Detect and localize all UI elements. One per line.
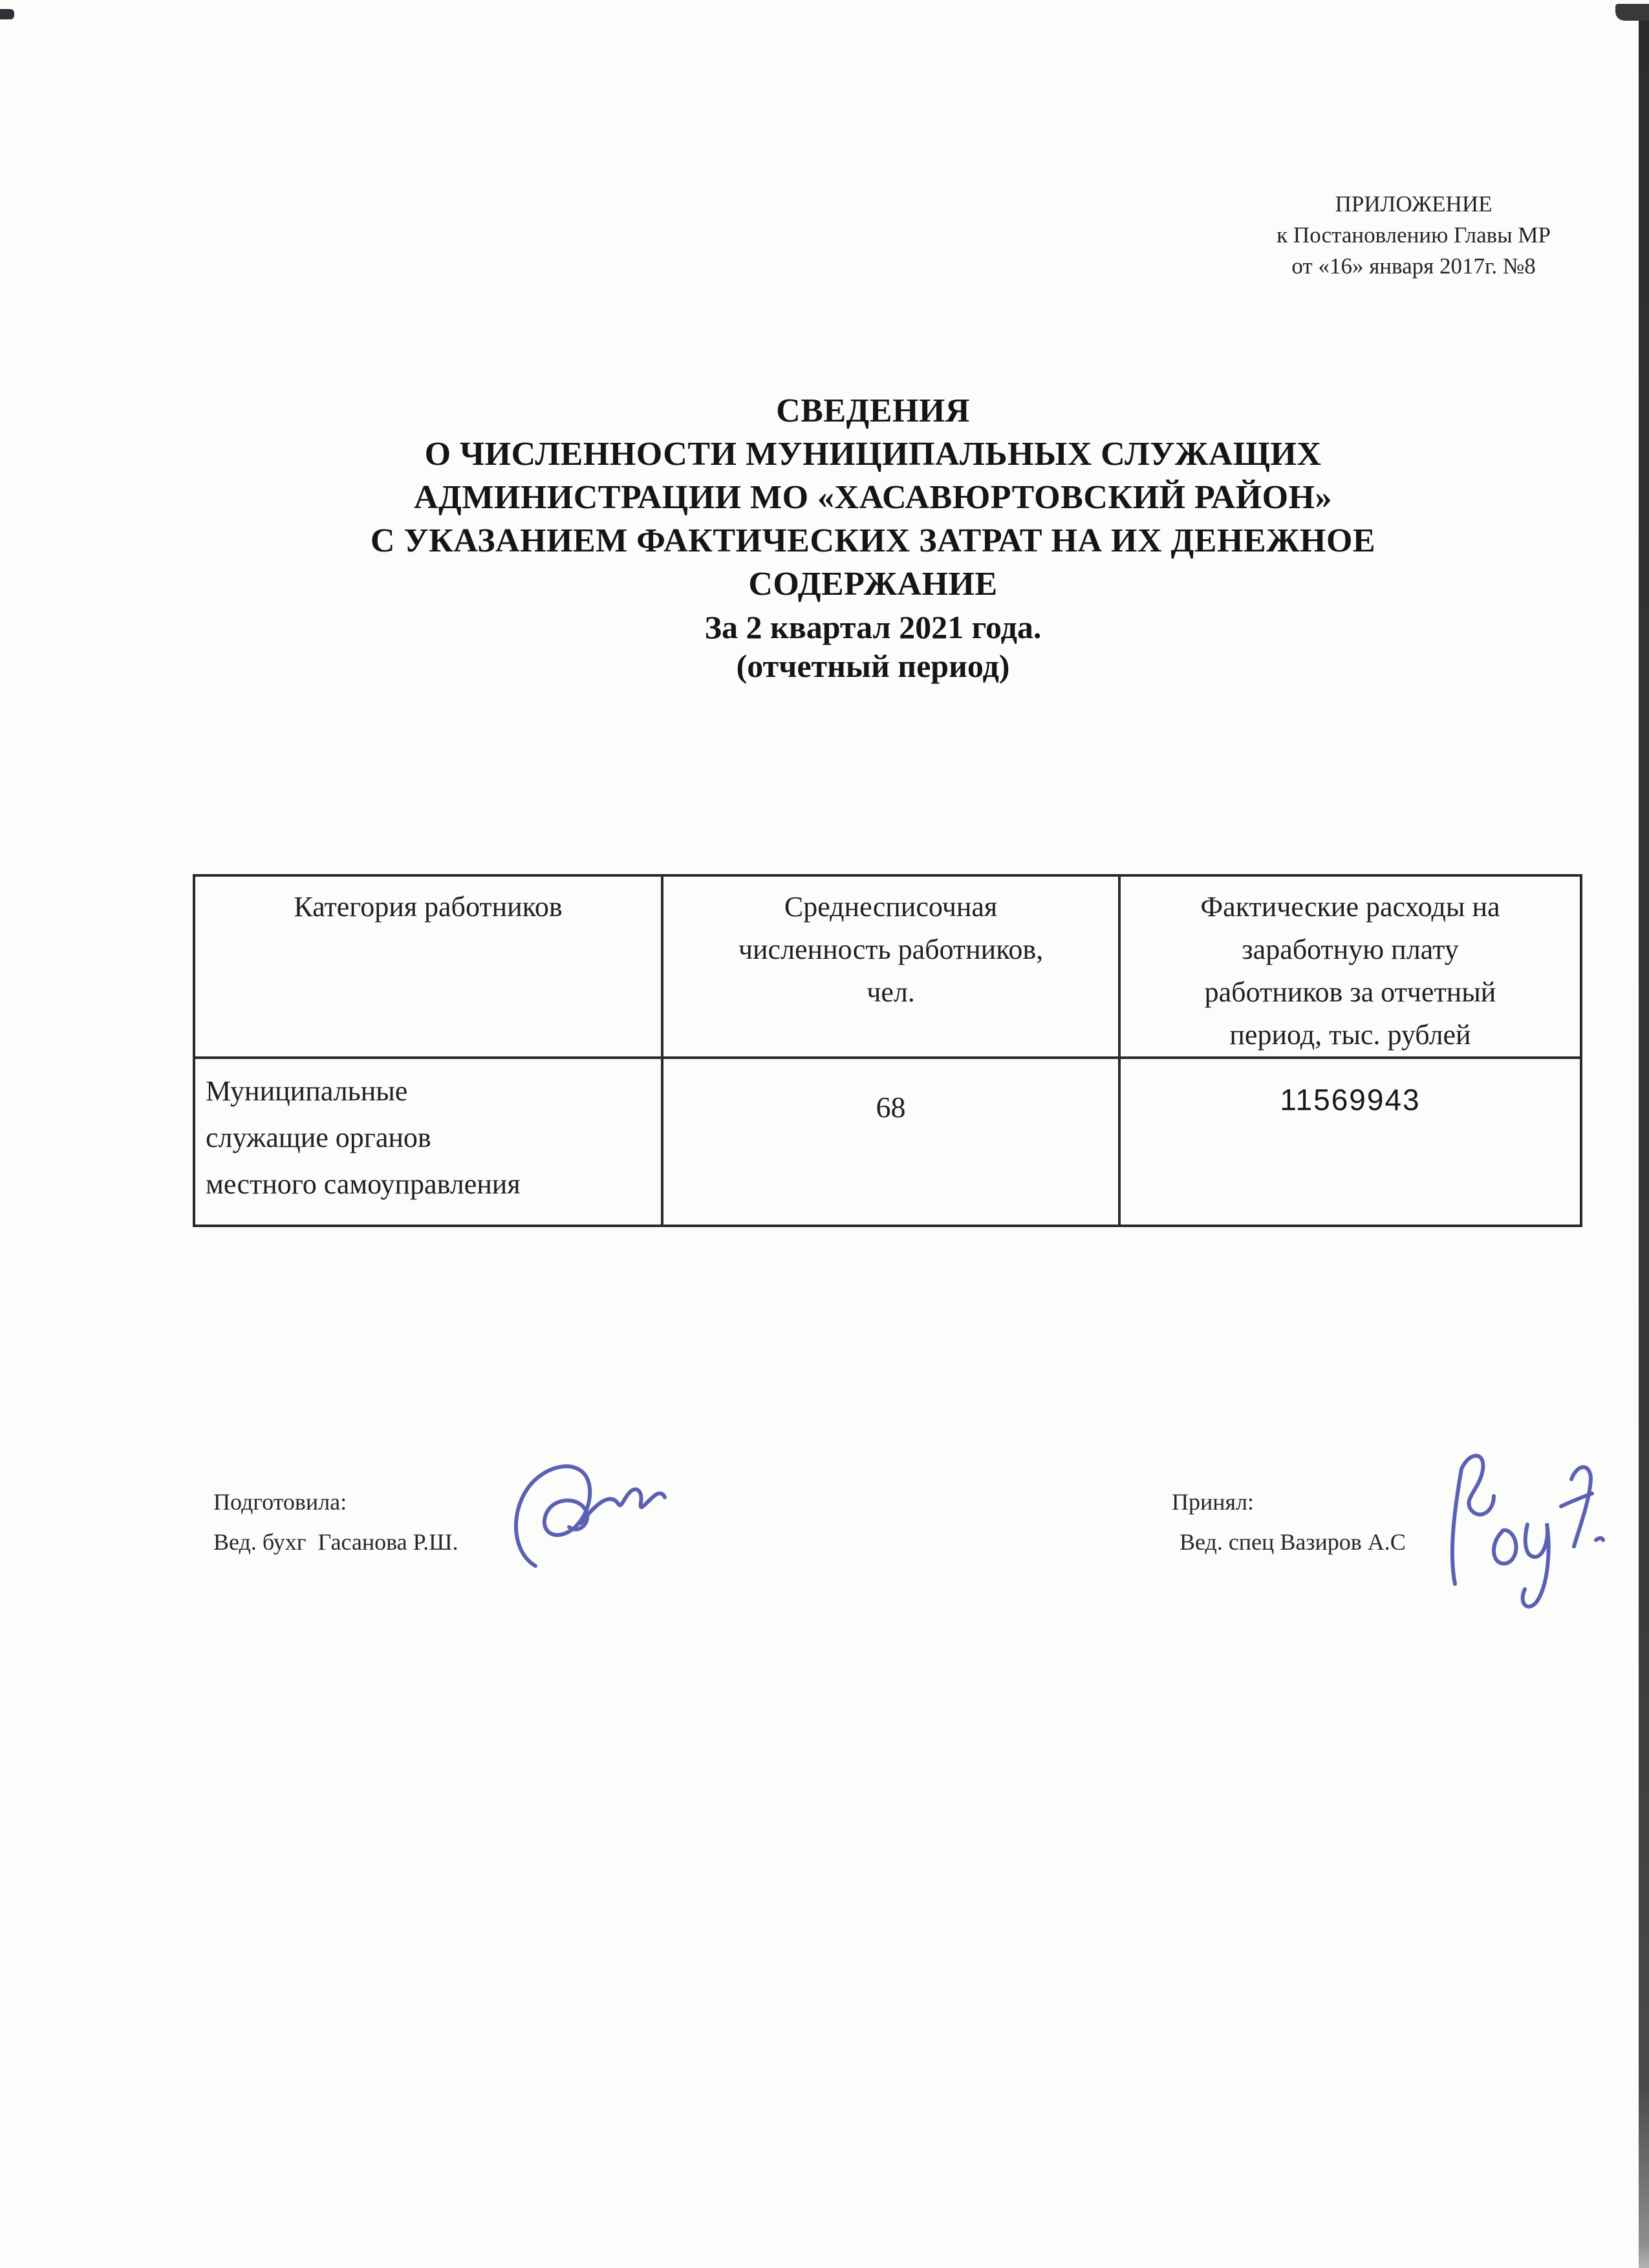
staff-report-table (193, 874, 1582, 1227)
accepted-by-role: Принял: (1172, 1489, 1255, 1515)
title-line: С УКАЗАНИЕМ ФАКТИЧЕСКИХ ЗАТРАТ НА ИХ ДЕНЕЖНОЕ (370, 522, 1376, 559)
header-cell-expenses (1119, 875, 1581, 1058)
scan-edge-hook (1615, 4, 1649, 21)
category-line: Муниципальные (206, 1075, 408, 1107)
scan-edge-strip (1639, 4, 1649, 2268)
category-line: служащие органов (206, 1122, 431, 1153)
prepared-by-block (213, 1482, 458, 1562)
table-header-row (194, 875, 1581, 1058)
scan-corner-artifact (0, 9, 14, 19)
cell-expenses: 11569943 (1119, 1058, 1581, 1226)
handwritten-signature-icon (1437, 1442, 1605, 1616)
header-cell-headcount (662, 875, 1119, 1058)
title-period-note: (отчетный период) (736, 648, 1010, 684)
document-title (226, 389, 1520, 683)
header-text-line: Среднесписочная (784, 891, 998, 923)
appendix-note (1277, 189, 1551, 282)
signature-prepared-ink (490, 1456, 671, 1585)
handwritten-signature-icon (490, 1456, 671, 1585)
header-cell-category (194, 875, 662, 1058)
signature-accepted-ink (1437, 1442, 1605, 1616)
cell-headcount: 68 (662, 1058, 1119, 1226)
appendix-note-line: от «16» января 2017г. №8 (1291, 253, 1536, 279)
appendix-note-line: к Постановлению Главы МР (1277, 222, 1551, 248)
header-text-line: численность работников, (738, 934, 1044, 965)
table-row (194, 1058, 1581, 1226)
accepted-by-block (1172, 1482, 1406, 1562)
header-text-line: заработную плату (1242, 934, 1459, 965)
title-line: АДМИНИСТРАЦИИ МО «ХАСАВЮРТОВСКИЙ РАЙОН» (414, 479, 1332, 516)
category-line: местного самоуправления (206, 1168, 521, 1200)
prepared-by-name: Вед. бухг Гасанова Р.Ш. (213, 1529, 458, 1555)
header-text-line: период, тыс. рублей (1229, 1019, 1471, 1051)
title-line: СОДЕРЖАНИЕ (748, 566, 998, 603)
title-line: СВЕДЕНИЯ (776, 392, 970, 429)
header-text-line: Фактические расходы на (1200, 891, 1500, 923)
header-text-line: чел. (867, 976, 915, 1008)
header-text: Категория работников (294, 891, 563, 923)
accepted-by-name: Вед. спец Вазиров А.С (1180, 1529, 1406, 1555)
appendix-note-line: ПРИЛОЖЕНИЕ (1335, 191, 1493, 217)
cell-category (194, 1058, 662, 1226)
prepared-by-role: Подготовила: (213, 1489, 347, 1515)
title-period-line: За 2 квартал 2021 года. (704, 609, 1042, 645)
header-text-line: работников за отчетный (1204, 976, 1496, 1008)
title-line: О ЧИСЛЕННОСТИ МУНИЦИПАЛЬНЫХ СЛУЖАЩИХ (424, 436, 1322, 473)
